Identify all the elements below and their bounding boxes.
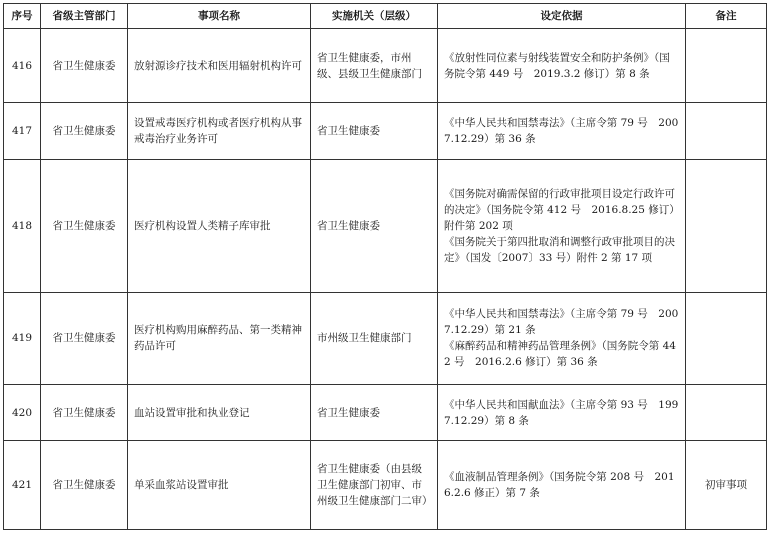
basis-text: 《中华人民共和国献血法》（主席令第 93 号 1997.12.29）第 8 条 (444, 398, 679, 427)
cell-no: 419 (4, 292, 41, 385)
cell-dept: 省卫生健康委 (41, 385, 128, 441)
basis-text: 《国务院关于第四批取消和调整行政审批项目的决定》（国发〔2007〕33 号）附件 2 第 17 项 (444, 235, 675, 264)
basis-text: 《麻醉药品和精神药品管理条例》（国务院令第 442 号 2016.2.6 修订）第 36 条 (444, 340, 676, 369)
cell-no: 418 (4, 159, 41, 292)
header-dept: 省级主管部门 (41, 4, 128, 29)
basis-text: 《中华人民共和国禁毒法》（主席令第 79 号 2007.12.29）第 36 条 (444, 117, 679, 146)
cell-agency: 省卫生健康委，市州级、县级卫生健康部门 (311, 29, 438, 103)
cell-agency: 省卫生健康委 (311, 103, 438, 159)
cell-basis (438, 159, 686, 292)
table-row (4, 29, 767, 103)
table-row (4, 159, 767, 292)
cell-basis (438, 441, 686, 530)
cell-dept: 省卫生健康委 (41, 441, 128, 530)
cell-note (686, 29, 767, 103)
table-row (4, 441, 767, 530)
cell-item: 设置戒毒医疗机构或者医疗机构从事戒毒治疗业务许可 (128, 103, 311, 159)
cell-dept: 省卫生健康委 (41, 159, 128, 292)
cell-note (686, 103, 767, 159)
header-basis: 设定依据 (438, 4, 686, 29)
cell-dept: 省卫生健康委 (41, 292, 128, 385)
header-item: 事项名称 (128, 4, 311, 29)
cell-basis (438, 29, 686, 103)
cell-no: 421 (4, 441, 41, 530)
table-row (4, 103, 767, 159)
cell-note: 初审事项 (686, 441, 767, 530)
cell-item: 血站设置审批和执业登记 (128, 385, 311, 441)
cell-no: 420 (4, 385, 41, 441)
cell-note (686, 385, 767, 441)
cell-agency: 市州级卫生健康部门 (311, 292, 438, 385)
cell-dept: 省卫生健康委 (41, 29, 128, 103)
cell-basis (438, 385, 686, 441)
cell-dept: 省卫生健康委 (41, 103, 128, 159)
table-row (4, 292, 767, 385)
cell-note (686, 292, 767, 385)
basis-text: 《国务院对确需保留的行政审批项目设定行政许可的决定》（国务院令第 412 号 2016.8.25 修订）附件第 202 项 (444, 187, 675, 232)
cell-agency: 省卫生健康委（由县级卫生健康部门初审、市州级卫生健康部门二审） (311, 441, 438, 530)
cell-agency: 省卫生健康委 (311, 159, 438, 292)
cell-item: 医疗机构设置人类精子库审批 (128, 159, 311, 292)
cell-no: 417 (4, 103, 41, 159)
basis-text: 《放射性同位素与射线装置安全和防护条例》（国务院令第 449 号 2019.3.2 修订）第 8 条 (444, 51, 670, 80)
cell-item: 放射源诊疗技术和医用辐射机构许可 (128, 29, 311, 103)
header-note: 备注 (686, 4, 767, 29)
cell-item: 单采血浆站设置审批 (128, 441, 311, 530)
cell-item: 医疗机构购用麻醉药品、第一类精神药品许可 (128, 292, 311, 385)
basis-text: 《血液制品管理条例》（国务院令第 208 号 2016.2.6 修正）第 7 条 (444, 471, 675, 500)
basis-text: 《中华人民共和国禁毒法》（主席令第 79 号 2007.12.29）第 21 条 (444, 308, 679, 337)
cell-basis (438, 292, 686, 385)
approval-items-table (3, 3, 767, 530)
header-no: 序号 (4, 4, 41, 29)
cell-agency: 省卫生健康委 (311, 385, 438, 441)
cell-basis (438, 103, 686, 159)
cell-no: 416 (4, 29, 41, 103)
cell-note (686, 159, 767, 292)
table-header-row (4, 4, 767, 29)
table-row (4, 385, 767, 441)
header-agency: 实施机关（层级） (311, 4, 438, 29)
